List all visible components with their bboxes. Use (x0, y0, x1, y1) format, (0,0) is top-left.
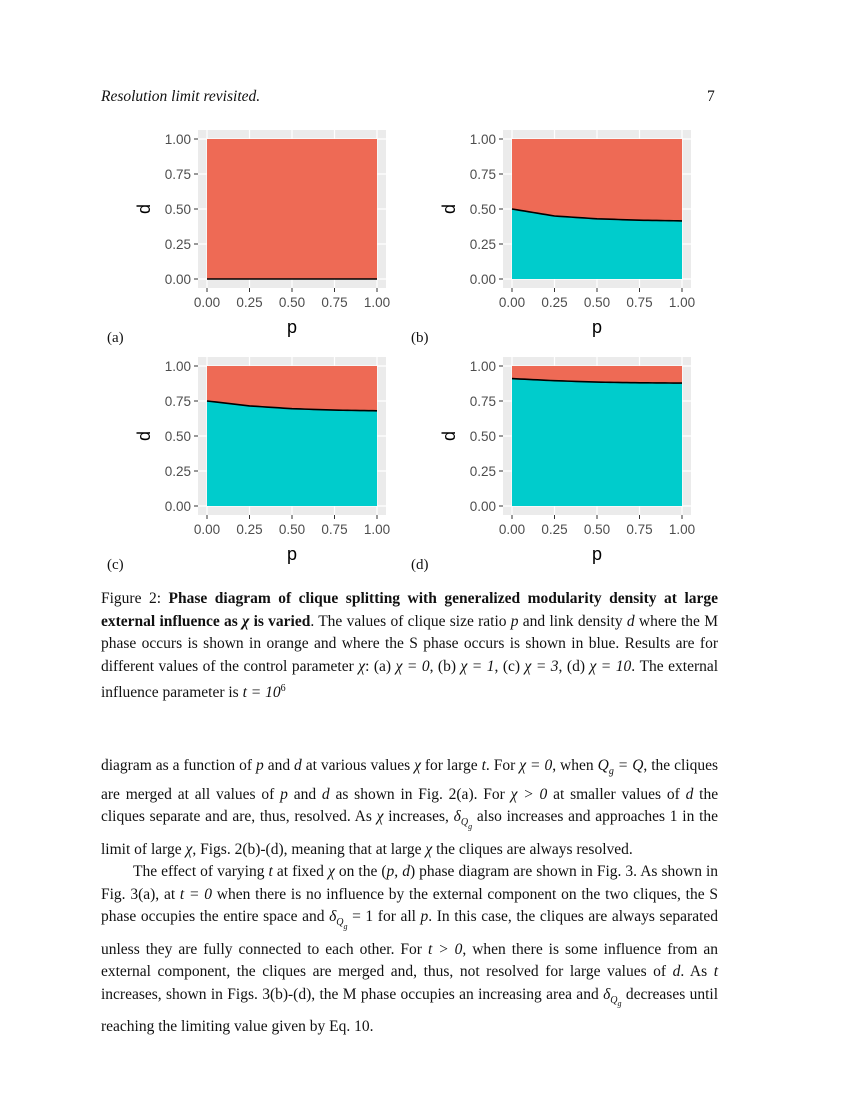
y-tick-label: 0.75 (469, 394, 496, 409)
page-number: 7 (707, 88, 715, 105)
y-tick-label: 1.00 (164, 132, 191, 147)
y-tick-label: 0.25 (469, 237, 496, 252)
paragraph-1: diagram as a function of p and d at various values χ for large t. For χ = 0, when $Q_g = Q$, the cliques are merged at all values of p and d as shown in Fig. 2(a). For χ > 0 at smaller values of d the cliques separate and are, thus, resolved. As χ increases, $\delta_{Q_g}$ also increases and approaches 1 in the limit of large χ, Figs. 2(b)-(d), meaning that at large χ the cliques are always resolved. (101, 757, 719, 858)
y-tick-label: 0.50 (164, 429, 191, 444)
x-tick-label: 1.00 (668, 295, 696, 310)
x-tick-label: 1.00 (363, 295, 391, 310)
phase-diagram-a (130, 125, 420, 340)
y-tick-label: 1.00 (469, 359, 496, 374)
s-phase-region (207, 401, 377, 506)
y-tick-label: 0.75 (164, 394, 191, 409)
x-tick-label: 1.00 (363, 522, 391, 537)
x-tick-label: 0.50 (278, 522, 306, 537)
y-tick-label: 0.00 (164, 272, 191, 287)
y-axis-title: d (439, 203, 459, 215)
x-tick-label: 0.00 (498, 522, 526, 537)
y-tick-label: 1.00 (164, 359, 191, 374)
x-tick-label: 0.75 (321, 295, 348, 310)
phase-diagram-c (130, 352, 420, 567)
y-axis-title: d (134, 430, 154, 442)
x-axis-title: p (591, 544, 603, 564)
y-axis-title: d (439, 430, 459, 442)
x-tick-label: 0.25 (541, 522, 568, 537)
running-title: Resolution limit revisited. (101, 88, 261, 105)
y-tick-label: 1.00 (469, 132, 496, 147)
paragraph-2: The effect of varying t at fixed χ on the (p, d) phase diagram are shown in Fig. 3. As shown in Fig. 3(a), at t = 0 when there is no influence by the external component on the two cliques, the S phase occupies the entire space and $\delta_{Q_g} = 1$ for all p. In this case, the cliques are always separated unless they are fully connected to each other. For t > 0, when there is some influence from an external component, the cliques are merged and, thus, not resolved for large values of d. As t increases, shown in Figs. 3(b)-(d), the M phase occupies an increasing area and $\delta_{Q_g}$ decreases until reaching the limiting value given by Eq. 10. (101, 863, 719, 1036)
y-tick-label: 0.50 (164, 202, 191, 217)
x-tick-label: 0.50 (278, 295, 306, 310)
panel-label-c: (c) (107, 557, 124, 573)
x-tick-label: 0.75 (321, 522, 348, 537)
phase-diagram-b (435, 125, 725, 340)
phase-diagram-d (435, 352, 725, 567)
m-phase-region (207, 139, 377, 279)
figure-caption: Figure 2: Phase diagram of clique splitting with generalized modularity density at large external influence as χ is varied. The values of clique size ratio p and link density d where the M phase occurs is shown in orange and where the S phase occurs is shown in blue. Results are for different values of the control parameter χ: (a) χ = 0, (b) χ = 1, (c) χ = 3, (d) χ = 10. The external influence parameter is $t = 10^6$ (101, 590, 719, 702)
x-tick-label: 0.00 (193, 295, 221, 310)
x-tick-label: 0.75 (626, 522, 653, 537)
body-text (101, 755, 718, 1039)
x-tick-label: 0.25 (236, 522, 263, 537)
x-axis-title: p (286, 544, 298, 564)
x-tick-label: 0.00 (193, 522, 221, 537)
x-tick-label: 0.75 (626, 295, 653, 310)
x-axis-title: p (286, 317, 298, 337)
y-tick-label: 0.50 (469, 202, 496, 217)
panel-label-b: (b) (411, 330, 429, 346)
y-tick-label: 0.00 (469, 499, 496, 514)
x-tick-label: 0.25 (236, 295, 263, 310)
s-phase-region (512, 379, 682, 506)
x-tick-label: 0.50 (583, 522, 611, 537)
panel-label-d: (d) (411, 557, 429, 573)
x-tick-label: 0.00 (498, 295, 526, 310)
caption-title: Phase diagram of clique splitting with generalized modularity density at large external influence as χ is varied (101, 590, 719, 630)
m-phase-region (512, 139, 682, 221)
panel-label-a: (a) (107, 330, 124, 346)
y-tick-label: 0.75 (164, 167, 191, 182)
x-tick-label: 0.50 (583, 295, 611, 310)
caption-label: Figure 2: (101, 590, 162, 607)
x-tick-label: 1.00 (668, 522, 696, 537)
y-tick-label: 0.25 (164, 464, 191, 479)
y-tick-label: 0.75 (469, 167, 496, 182)
y-tick-label: 0.00 (469, 272, 496, 287)
y-tick-label: 0.25 (164, 237, 191, 252)
y-tick-label: 0.25 (469, 464, 496, 479)
y-tick-label: 0.00 (164, 499, 191, 514)
x-tick-label: 0.25 (541, 295, 568, 310)
x-axis-title: p (591, 317, 603, 337)
y-axis-title: d (134, 203, 154, 215)
y-tick-label: 0.50 (469, 429, 496, 444)
